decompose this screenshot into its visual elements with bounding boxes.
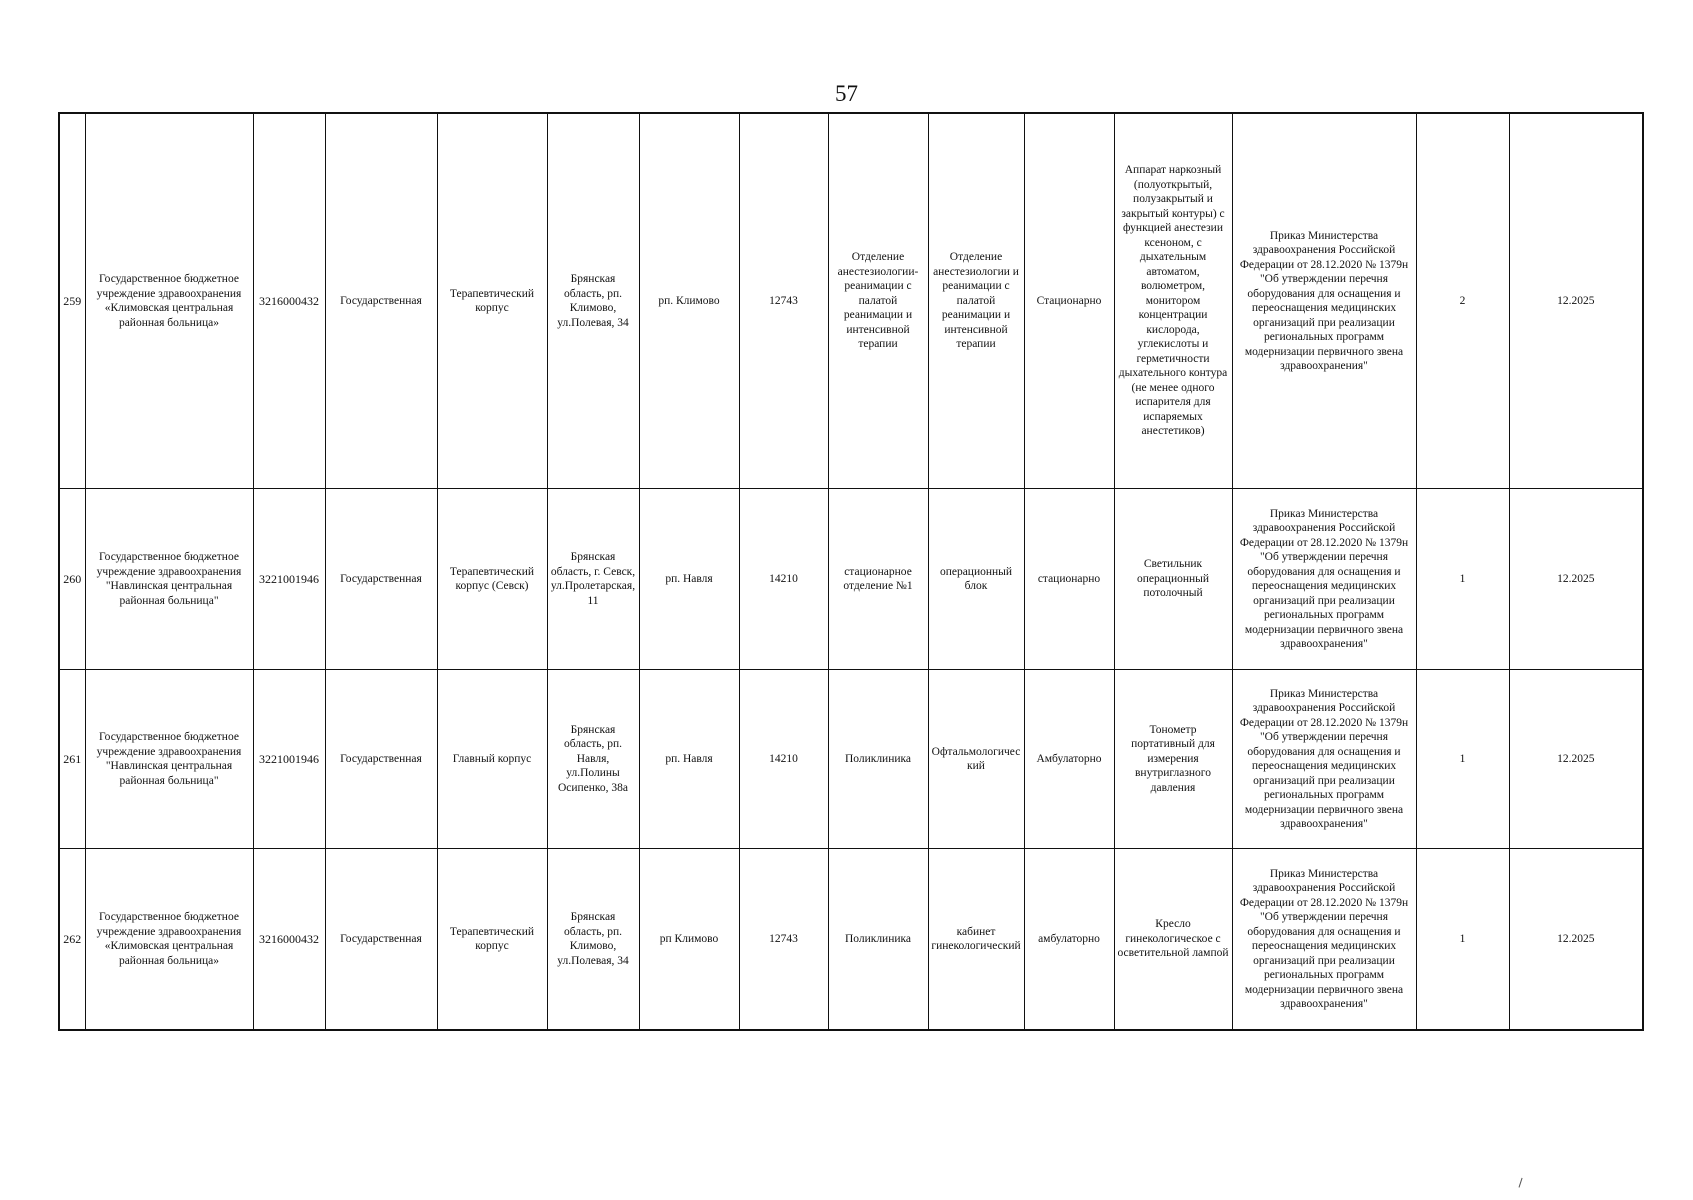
unit-cell: Отделение анестезиологии и реанимации с палатой реанимации и интенсивной терапии <box>928 113 1024 489</box>
building-cell: Главный корпус <box>437 670 547 849</box>
quantity-cell: 1 <box>1416 489 1509 670</box>
quantity-cell: 1 <box>1416 670 1509 849</box>
locality-cell: рп Климово <box>639 849 739 1031</box>
organization-name: Государственное бюджетное учреждение здравоохранения «Климовская центральная районная больница» <box>85 113 253 489</box>
unit-cell: операционный блок <box>928 489 1024 670</box>
organization-name: Государственное бюджетное учреждение здравоохранения "Навлинская центральная районная больница" <box>85 670 253 849</box>
ownership-cell: Государственная <box>325 849 437 1031</box>
row-number: 261 <box>59 670 85 849</box>
delivery-date-cell: 12.2025 <box>1509 670 1643 849</box>
ownership-cell: Государственная <box>325 489 437 670</box>
inn-cell: 3216000432 <box>253 113 325 489</box>
quantity-cell: 1 <box>1416 849 1509 1031</box>
oktmo-code-cell: 14210 <box>739 670 828 849</box>
oktmo-code-cell: 14210 <box>739 489 828 670</box>
delivery-date-cell: 12.2025 <box>1509 849 1643 1031</box>
legal-basis-cell: Приказ Министерства здравоохранения Российской Федерации от 28.12.2020 № 1379н "Об утверждении перечня оборудования для оснащения и переоснащения медицинских организаций при реализации региональных программ модернизации первичного звена здравоохранения" <box>1232 489 1416 670</box>
equipment-cell: Светильник операционный потолочный <box>1114 489 1232 670</box>
row-number: 259 <box>59 113 85 489</box>
department-cell: Поликлиника <box>828 670 928 849</box>
department-cell: стационарное отделение №1 <box>828 489 928 670</box>
department-cell: Отделение анестезиологии-реанимации с палатой реанимации и интенсивной терапии <box>828 113 928 489</box>
legal-basis-cell: Приказ Министерства здравоохранения Российской Федерации от 28.12.2020 № 1379н "Об утверждении перечня оборудования для оснащения и переоснащения медицинских организаций при реализации региональных программ модернизации первичного звена здравоохранения" <box>1232 849 1416 1031</box>
locality-cell: рп. Навля <box>639 670 739 849</box>
table-row <box>59 849 1643 1031</box>
care-mode-cell: Стационарно <box>1024 113 1114 489</box>
address-cell: Брянская область, рп. Климово, ул.Полевая, 34 <box>547 113 639 489</box>
address-cell: Брянская область, рп. Навля, ул.Полины Осипенко, 38а <box>547 670 639 849</box>
equipment-cell: Аппарат наркозный (полуоткрытый, полузакрытый и закрытый контуры) с функцией анестезии ксеноном, с дыхательным автоматом, волюметром, монитором концентрации кислорода, углекислоты и герметичности дыхательного контура (не менее одного испарителя для испаряемых анестетиков) <box>1114 113 1232 489</box>
address-cell: Брянская область, рп. Климово, ул.Полевая, 34 <box>547 849 639 1031</box>
delivery-date-cell: 12.2025 <box>1509 489 1643 670</box>
building-cell: Терапевтический корпус <box>437 113 547 489</box>
locality-cell: рп. Навля <box>639 489 739 670</box>
locality-cell: рп. Климово <box>639 113 739 489</box>
equipment-register-table <box>58 112 1644 1031</box>
building-cell: Терапевтический корпус (Севск) <box>437 489 547 670</box>
table-row <box>59 670 1643 849</box>
department-cell: Поликлиника <box>828 849 928 1031</box>
page-number: 57 <box>835 81 858 106</box>
care-mode-cell: стационарно <box>1024 489 1114 670</box>
row-number: 260 <box>59 489 85 670</box>
building-cell: Терапевтический корпус <box>437 849 547 1031</box>
oktmo-code-cell: 12743 <box>739 849 828 1031</box>
ownership-cell: Государственная <box>325 670 437 849</box>
inn-cell: 3221001946 <box>253 489 325 670</box>
oktmo-code-cell: 12743 <box>739 113 828 489</box>
care-mode-cell: амбулаторно <box>1024 849 1114 1031</box>
inn-cell: 3216000432 <box>253 849 325 1031</box>
legal-basis-cell: Приказ Министерства здравоохранения Российской Федерации от 28.12.2020 № 1379н "Об утверждении перечня оборудования для оснащения и переоснащения медицинских организаций при реализации региональных программ модернизации первичного звена здравоохранения" <box>1232 670 1416 849</box>
scan-mark <box>1519 1178 1525 1188</box>
care-mode-cell: Амбулаторно <box>1024 670 1114 849</box>
ownership-cell: Государственная <box>325 113 437 489</box>
inn-cell: 3221001946 <box>253 670 325 849</box>
legal-basis-cell: Приказ Министерства здравоохранения Российской Федерации от 28.12.2020 № 1379н "Об утверждении перечня оборудования для оснащения и переоснащения медицинских организаций при реализации региональных программ модернизации первичного звена здравоохранения" <box>1232 113 1416 489</box>
unit-cell: кабинет гинекологический <box>928 849 1024 1031</box>
equipment-cell: Тонометр портативный для измерения внутриглазного давления <box>1114 670 1232 849</box>
row-number: 262 <box>59 849 85 1031</box>
unit-cell: Офтальмологический <box>928 670 1024 849</box>
organization-name: Государственное бюджетное учреждение здравоохранения "Навлинская центральная районная больница" <box>85 489 253 670</box>
address-cell: Брянская область, г. Севск, ул.Пролетарская, 11 <box>547 489 639 670</box>
delivery-date-cell: 12.2025 <box>1509 113 1643 489</box>
table-row <box>59 489 1643 670</box>
table-row <box>59 113 1643 489</box>
equipment-cell: Кресло гинекологическое с осветительной лампой <box>1114 849 1232 1031</box>
quantity-cell: 2 <box>1416 113 1509 489</box>
organization-name: Государственное бюджетное учреждение здравоохранения «Климовская центральная районная больница» <box>85 849 253 1031</box>
